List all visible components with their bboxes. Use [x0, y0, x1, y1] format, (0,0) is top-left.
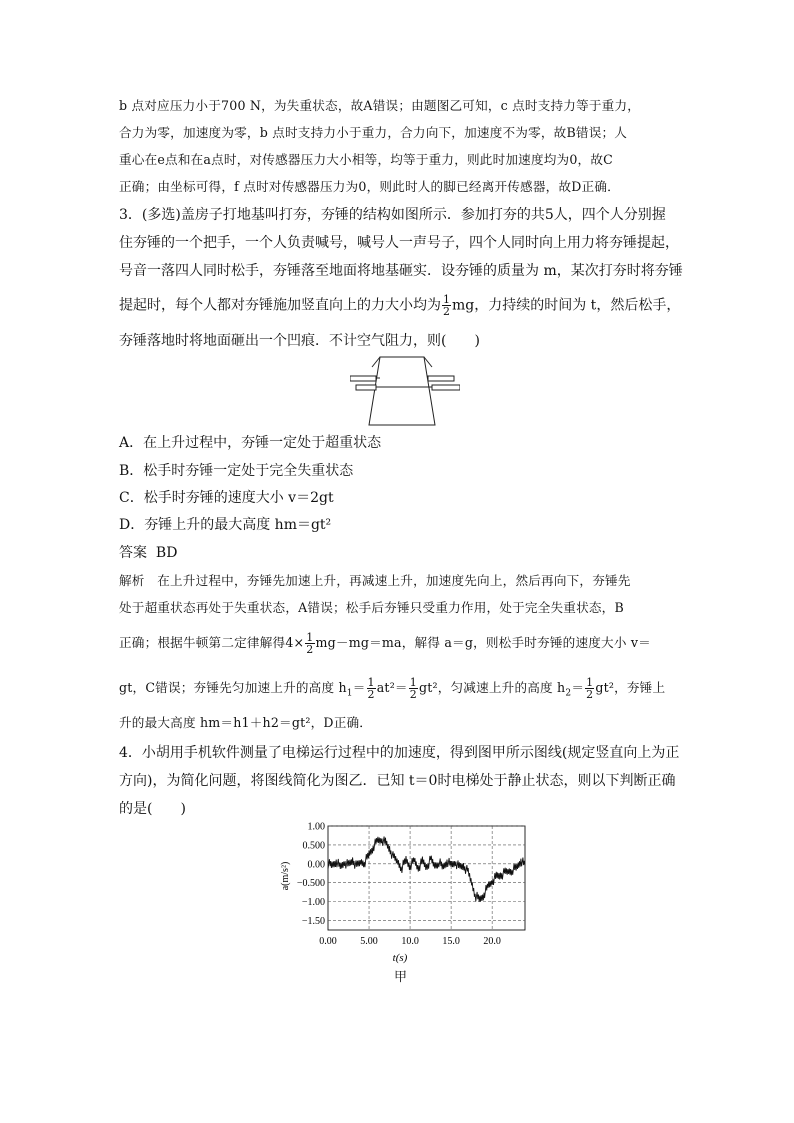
q3-stem-line-5: 夯锤落地时将地面砸出一个凹痕．不计空气阻力，则( )	[119, 333, 480, 349]
q4-stem-line-1: 4．小胡用手机软件测量了电梯运行过程中的加速度，得到图甲所示图线(规定竖直向上为正	[119, 745, 680, 761]
chart-ytick-label: 0.00	[307, 859, 325, 871]
q4-stem-line-3: 的是( )	[119, 801, 186, 817]
answer-label: 答案	[119, 545, 147, 561]
acceleration-chart	[280, 818, 530, 968]
answer-value: BD	[155, 545, 178, 561]
chart-ticks	[297, 822, 501, 948]
analysis-label: 解析	[119, 573, 145, 588]
q3-stem-line-2: 住夯锤的一个把手，一个人负责喊号，喊号人一声号子，四个人同时向上用力将夯锤提起，	[119, 235, 679, 251]
chart-xlabel: t(s)	[392, 952, 408, 964]
chart-ytick-label: −0.500	[296, 878, 325, 890]
q3-option-b: B．松手时夯锤一定处于完全失重状态	[119, 463, 354, 479]
q3-stem-line-4	[119, 294, 680, 317]
q3-stem-line-3: 号音一落四人同时松手，夯锤落至地面将地基砸实．设夯锤的质量为 m，某次打夯时将夯锤	[119, 263, 683, 279]
fraction-half: $\frac{1}{2}$	[367, 676, 375, 701]
q3-analysis-line-3: 正确；根据牛顿第二定律解得4× $\frac{1}{2}$ mg－mg＝ma，解得 a＝g，则松手时夯锤的速度大小 v＝	[119, 631, 651, 656]
chart-ytick-label: −1.50	[301, 916, 325, 928]
q3-analysis-line-4: gt，C错误；夯锤先匀加速上升的高度 $h_1=$ $\frac{1}{2}$ at²＝ $\frac{1}{2}$ gt²，匀减速上升的高度 $h_2=$ $\frac{1}{2}$ gt²，夯锤上	[119, 676, 666, 701]
rammer-figure	[350, 355, 460, 427]
q3-answer	[119, 543, 177, 563]
fraction-half: $\frac{1}{2}$	[586, 676, 594, 701]
chart-xtick-label: 15.0	[442, 936, 460, 947]
explanation-line-2: 合力为零，加速度为零，b 点时支持力小于重力，合力向下，加速度不为零，故B错误；人	[119, 125, 628, 140]
chart-xtick-label: 0.00	[319, 936, 337, 947]
chart-series-line	[328, 837, 525, 902]
fraction-half: $\frac{1}{2}$	[306, 631, 314, 656]
explanation-line-3: 重心在e点和在a点时，对传感器压力大小相等，均等于重力，则此时加速度均为0，故C	[119, 152, 613, 167]
chart-xtick-label: 10.0	[401, 936, 419, 947]
q3-analysis-line-5: 升的最大高度 hm＝h1＋h2＝gt²，D正确．	[119, 715, 373, 730]
chart-ylabel: a(m/s²)	[280, 861, 291, 891]
q4-stem-line-2: 方向)，为简化问题，将图线简化为图乙．已知 t＝0时电梯处于静止状态，则以下判断正确	[119, 773, 676, 789]
chart-ytick-label: 1.00	[307, 821, 325, 833]
q3-stem-line-1: 3．(多选)盖房子打地基叫打夯，夯锤的结构如图所示．参加打夯的共5人，四个人分别握	[119, 207, 666, 223]
fraction-half: $\frac{1}{2}$	[409, 676, 417, 701]
explanation-line-4: 正确；由坐标可得，f 点时对传感器压力为0，则此时人的脚已经离开传感器，故D正确．	[119, 179, 620, 194]
chart-ytick-label: −1.00	[301, 897, 325, 909]
figure-caption: 甲	[394, 970, 408, 985]
q3-stem-line-4b: mg，力持续的时间为 t，然后松手，	[452, 297, 681, 314]
q3-stem-line-4a: 提起时，每个人都对夯锤施加竖直向上的力大小均为	[119, 297, 441, 314]
explanation-line-1: b 点对应压力小于700 N，为失重状态，故A错误；由题图乙可知，c 点时支持力等于重力，	[119, 98, 641, 113]
q3-analysis-line-1: 解析 在上升过程中，夯锤先加速上升，再减速上升，加速度先向上，然后再向下，夯锤先	[119, 573, 631, 588]
q3-option-c: C．松手时夯锤的速度大小 v＝2gt	[119, 490, 334, 506]
q3-option-a: A．在上升过程中，夯锤一定处于超重状态	[119, 435, 382, 451]
q3-option-d: D．夯锤上升的最大高度 hm＝gt²	[119, 517, 332, 533]
chart-ytick-label: 0.500	[302, 840, 325, 852]
chart-xtick-label: 5.00	[360, 936, 378, 947]
fraction-half: $\frac{1}{2}$	[443, 293, 450, 318]
q3-analysis-line-2: 处于超重状态再处于失重状态，A错误；松手后夯锤只受重力作用，处于完全失重状态，B	[119, 600, 624, 615]
chart-xtick-label: 20.0	[483, 936, 501, 947]
